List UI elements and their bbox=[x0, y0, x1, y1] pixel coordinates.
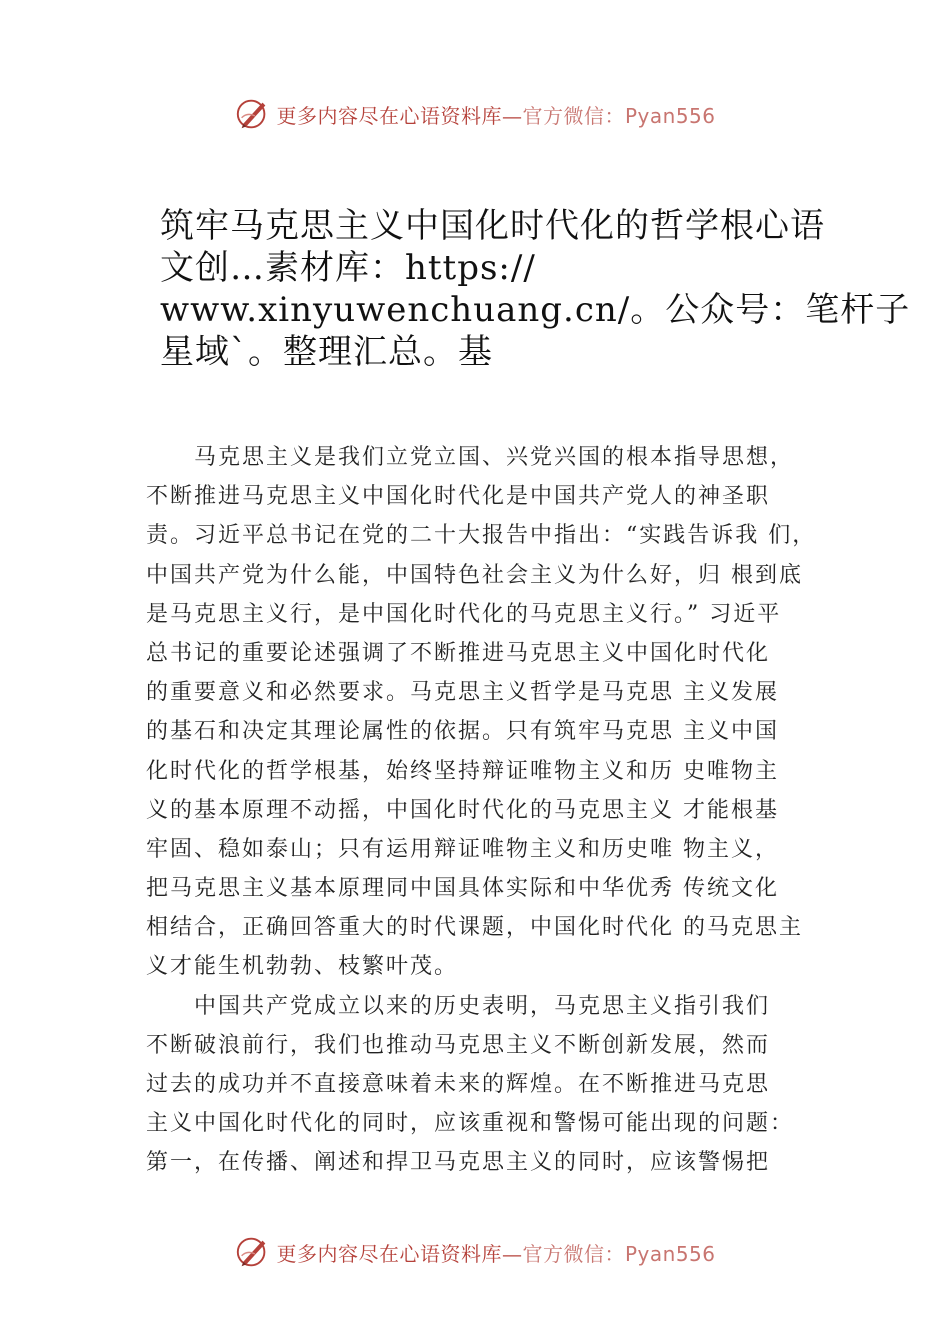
title-line: 星域`。整理汇总。基 bbox=[160, 332, 493, 372]
pen-logo-icon bbox=[234, 95, 272, 133]
body-line: 相结合，正确回答重大的时代课题，中国化时代化 的马克思主 bbox=[146, 915, 803, 941]
body-line: 义的基本原理不动摇，中国化时代化的马克思主义 才能根基 bbox=[146, 797, 779, 823]
body-line: 义才能生机勃勃、枝繁叶茂。 bbox=[146, 954, 459, 980]
document-title bbox=[160, 205, 911, 373]
wechat-label: 官方微信： bbox=[522, 103, 625, 128]
watermark-text bbox=[276, 100, 715, 129]
footer-watermark bbox=[0, 1230, 950, 1274]
body-line: 马克思主义是我们立党立国、兴党兴国的根本指导思想， bbox=[146, 445, 795, 470]
body-line: 化时代化的哲学根基，始终坚持辩证唯物主义和历 史唯物主 bbox=[146, 758, 779, 784]
wechat-id: Pyan556 bbox=[624, 103, 716, 128]
body-line: 中国共产党成立以来的历史表明，马克思主义指引我们 bbox=[146, 993, 771, 1019]
body-line: 的基石和决定其理论属性的依据。只有筑牢马克思 主义中国 bbox=[146, 719, 779, 745]
separator: — bbox=[501, 103, 523, 128]
watermark-text bbox=[276, 1238, 715, 1267]
body-line: 把马克思主义基本原理同中国具体实际和中华优秀 传统文化 bbox=[146, 876, 779, 902]
wechat-id: Pyan556 bbox=[624, 1241, 716, 1266]
body-line: 是马克思主义行，是中国化时代化的马克思主义行。” 习近平 bbox=[146, 601, 782, 627]
body-line: 不断推进马克思主义中国化时代化是中国共产党人的神圣职 bbox=[146, 484, 771, 510]
site-label: 更多内容尽在心语资料库 bbox=[276, 103, 502, 128]
pen-logo-icon bbox=[234, 1233, 272, 1271]
wechat-label: 官方微信： bbox=[522, 1241, 625, 1266]
document-body bbox=[146, 438, 846, 1183]
body-line: 的重要意义和必然要求。马克思主义哲学是马克思 主义发展 bbox=[146, 680, 779, 706]
body-line: 第一，在传播、阐述和捍卫马克思主义的同时，应该警惕把 bbox=[146, 1150, 771, 1176]
title-line: 文创…素材库：https:// bbox=[160, 248, 536, 288]
title-line: www.xinyuwenchuang.cn/。公众号：笔杆子 bbox=[160, 290, 911, 330]
title-line: 筑牢马克思主义中国化时代化的哲学根心语 bbox=[160, 206, 825, 246]
body-line: 中国共产党为什么能，中国特色社会主义为什么好，归 根到底 bbox=[146, 562, 803, 588]
body-line: 总书记的重要论述强调了不断推进马克思主义中国化时代化 bbox=[146, 640, 771, 666]
body-line: 责。习近平总书记在党的二十大报告中指出：“实践告诉我 们， bbox=[146, 523, 817, 549]
body-line: 牢固、稳如泰山；只有运用辩证唯物主义和历史唯 物主义， bbox=[146, 836, 779, 862]
site-label: 更多内容尽在心语资料库 bbox=[276, 1241, 502, 1266]
header-watermark bbox=[0, 92, 950, 136]
separator: — bbox=[501, 1241, 523, 1266]
body-line: 主义中国化时代化的同时，应该重视和警惕可能出现的问题： bbox=[146, 1111, 795, 1137]
body-line: 不断破浪前行，我们也推动马克思主义不断创新发展，然而 bbox=[146, 1032, 771, 1058]
body-line: 过去的成功并不直接意味着未来的辉煌。在不断推进马克思 bbox=[146, 1072, 771, 1097]
